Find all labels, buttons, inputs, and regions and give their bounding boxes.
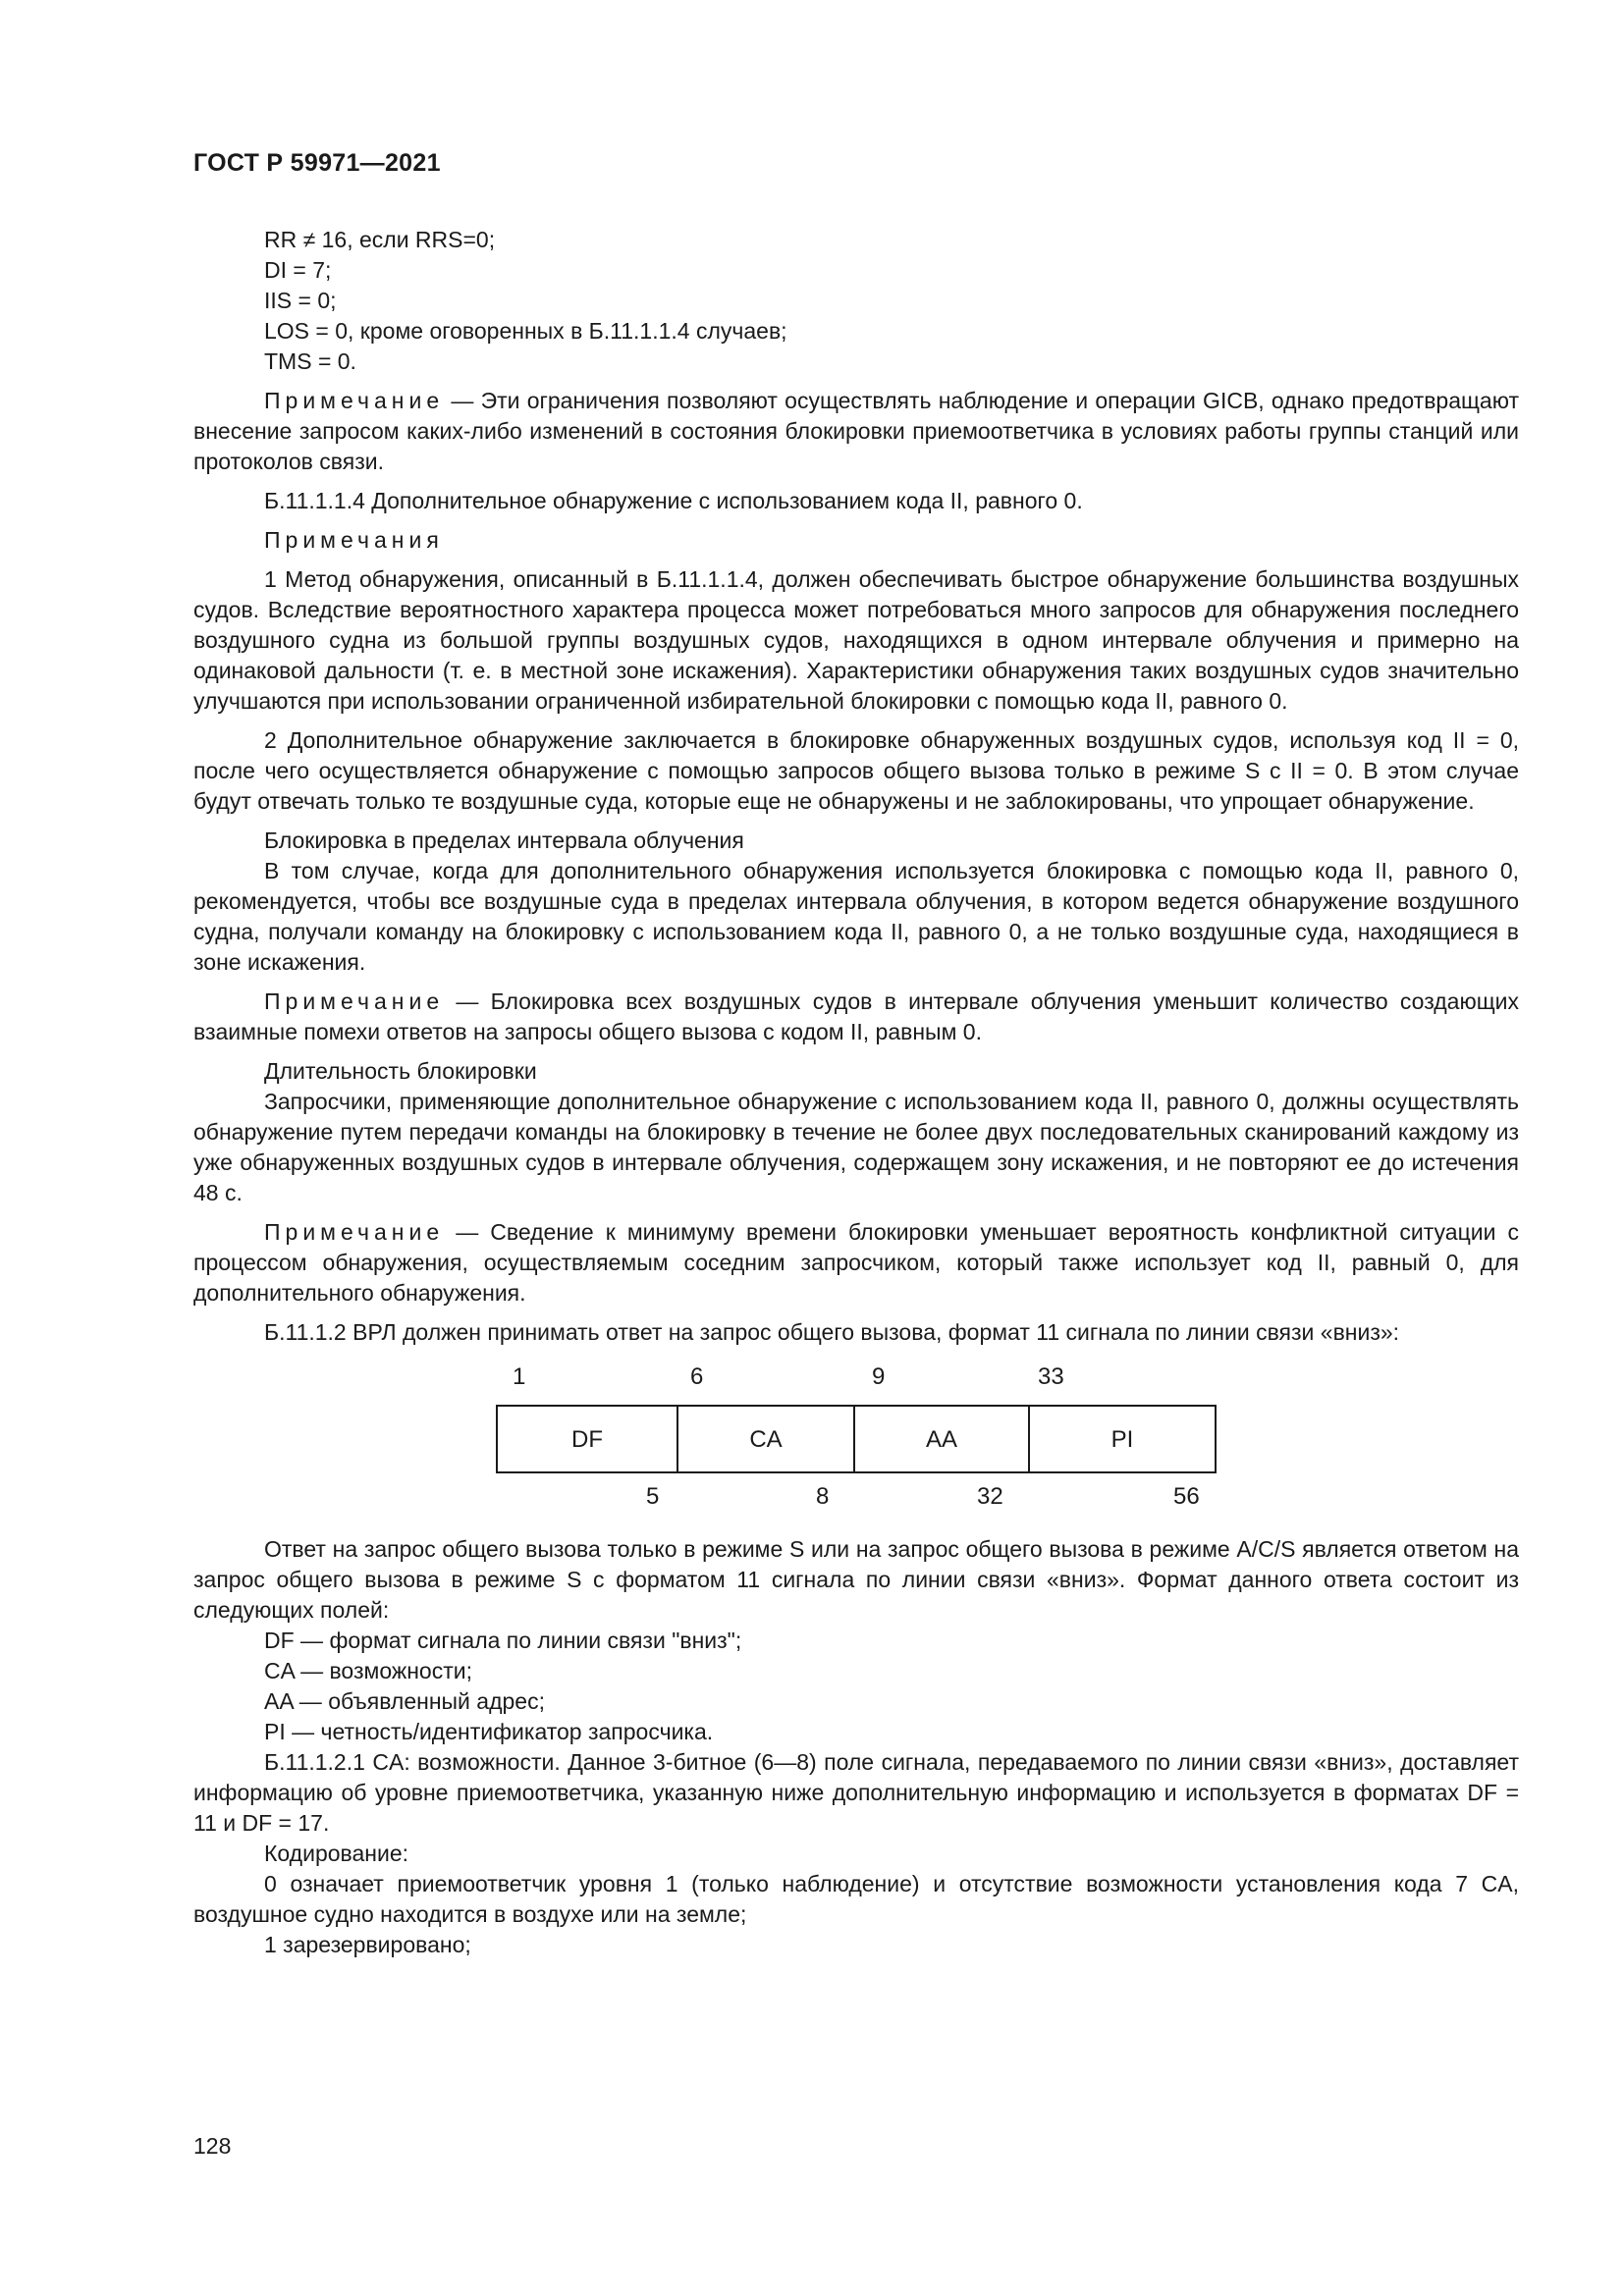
field-definition: CA — возможности;	[264, 1658, 472, 1683]
field-df: DF	[498, 1407, 678, 1471]
note-label: Примечание	[264, 988, 445, 1014]
bit-end-label: 56	[1173, 1483, 1200, 1510]
field-definition: DF — формат сигнала по линии связи "вниз";	[264, 1628, 742, 1653]
condition-line: DI = 7;	[264, 257, 332, 283]
duration-text: Запросчики, применяющие дополнительное обнаружение с использованием кода II, равного 0, должны осуществлять обнаружение путем передачи команды на блокировку в течение не более двух последовательных сканирований каждому из уже обнаруженных воздушных судов в интервале облучения, содержащем зону искажения, и не повторяют ее до истечения 48 с.	[193, 1089, 1519, 1205]
note-restrictions	[193, 386, 1519, 477]
note-lockout	[193, 987, 1519, 1047]
clause-b111121: Б.11.1.2.1 CA: возможности. Данное 3-битное (6—8) поле сигнала, передаваемого по линии связи «вниз», доставляет информацию об уровне приемоответчика, указанную ниже дополнительную информацию и используется в форматах DF = 11 и DF = 17.	[193, 1749, 1519, 1836]
notes-heading: Примечания	[264, 527, 444, 553]
condition-line: TMS = 0.	[264, 348, 356, 374]
condition-line: RR ≠ 16, если RRS=0;	[264, 227, 496, 252]
note-text: — Эти ограничения позволяют осуществлять наблюдение и операции GICB, однако предотвращают внесение запросом каких-либо изменений в состояния блокировки приемоответчика в условиях работы группы станций или протоколов связи.	[193, 388, 1519, 474]
page-content	[193, 225, 1519, 1960]
condition-line: IIS = 0;	[264, 288, 337, 313]
field-definition: PI — четность/идентификатор запросчика.	[264, 1719, 714, 1744]
note-label: Примечание	[264, 388, 445, 413]
note-text: — Сведение к минимуму времени блокировки уменьшает вероятность конфликтной ситуации с процессом обнаружения, осуществляемым соседним запросчиком, который также использует код II, равный 0, для дополнительного обнаружения.	[193, 1219, 1519, 1306]
coding-heading: Кодирование:	[264, 1841, 409, 1866]
lockout-heading: Блокировка в пределах интервала облучения	[264, 828, 744, 853]
clause-b11112: Б.11.1.2 ВРЛ должен принимать ответ на запрос общего вызова, формат 11 сигнала по линии связи «вниз»:	[264, 1319, 1400, 1345]
format-fields-box	[496, 1405, 1217, 1473]
note-item-2: 2 Дополнительное обнаружение заключается в блокировке обнаруженных воздушных судов, используя код II = 0, после чего осуществляется обнаружение с помощью запросов общего вызова только в режиме S с II = 0. В этом случае будут отвечать только те воздушные суда, которые еще не обнаружены и не заблокированы, что упрощает обнаружение.	[193, 727, 1519, 814]
clause-b111114: Б.11.1.1.4 Дополнительное обнаружение с использованием кода II, равного 0.	[264, 488, 1083, 513]
bit-end-label: 32	[977, 1483, 1003, 1510]
coding-item-1: 1 зарезервировано;	[264, 1932, 471, 1957]
bit-start-label: 6	[690, 1363, 704, 1390]
coding-item-0: 0 означает приемоответчик уровня 1 (только наблюдение) и отсутствие возможности установления кода 7 CA, воздушное судно находится в воздухе или на земле;	[193, 1871, 1519, 1927]
reply-text: Ответ на запрос общего вызова только в режиме S или на запрос общего вызова в режиме A/C/S является ответом на запрос общего вызова в режиме S с форматом 11 сигнала по линии связи «вниз». Формат данного ответа состоит из следующих полей:	[193, 1536, 1519, 1623]
field-aa: AA	[855, 1407, 1030, 1471]
note-text: — Блокировка всех воздушных судов в интервале облучения уменьшит количество создающих взаимные помехи ответов на запросы общего вызова с кодом II, равным 0.	[193, 988, 1519, 1044]
note-label: Примечание	[264, 1219, 445, 1245]
note-item-1: 1 Метод обнаружения, описанный в Б.11.1.1.4, должен обеспечивать быстрое обнаружение большинства воздушных судов. Вследствие вероятностного характера процесса может потребоваться много запросов для обнаружения последнего воздушного судна из большой группы воздушных судов, находящихся в одном интервале облучения и примерно на одинаковой дальности (т. е. в местной зоне искажения). Характеристики обнаружения таких воздушных судов значительно улучшаются при использовании ограниченной избирательной блокировки с помощью кода II, равного 0.	[193, 566, 1519, 714]
document-header: ГОСТ Р 59971—2021	[193, 149, 441, 177]
bit-start-label: 1	[513, 1363, 526, 1390]
field-pi: PI	[1110, 1425, 1134, 1453]
condition-line: LOS = 0, кроме оговоренных в Б.11.1.1.4 случаев;	[264, 318, 787, 344]
field-definition: AA — объявленный адрес;	[264, 1688, 545, 1714]
bit-start-label: 9	[872, 1363, 886, 1390]
page-number: 128	[193, 2133, 232, 2159]
df11-format-diagram	[193, 1363, 1519, 1517]
lockout-text: В том случае, когда для дополнительного обнаружения используется блокировка с помощью кода II, равного 0, рекомендуется, чтобы все воздушные суда в пределах интервала облучения, в котором ведется обнаружение воздушного судна, получали команду на блокировку с использованием кода II, равного 0, а не только воздушные суда, находящиеся в зоне искажения.	[193, 858, 1519, 975]
bit-start-label: 33	[1038, 1363, 1064, 1390]
duration-heading: Длительность блокировки	[264, 1058, 537, 1084]
field-ca: CA	[678, 1407, 855, 1471]
note-duration	[193, 1217, 1519, 1308]
bit-end-label: 8	[816, 1483, 830, 1510]
bit-end-label: 5	[646, 1483, 660, 1510]
